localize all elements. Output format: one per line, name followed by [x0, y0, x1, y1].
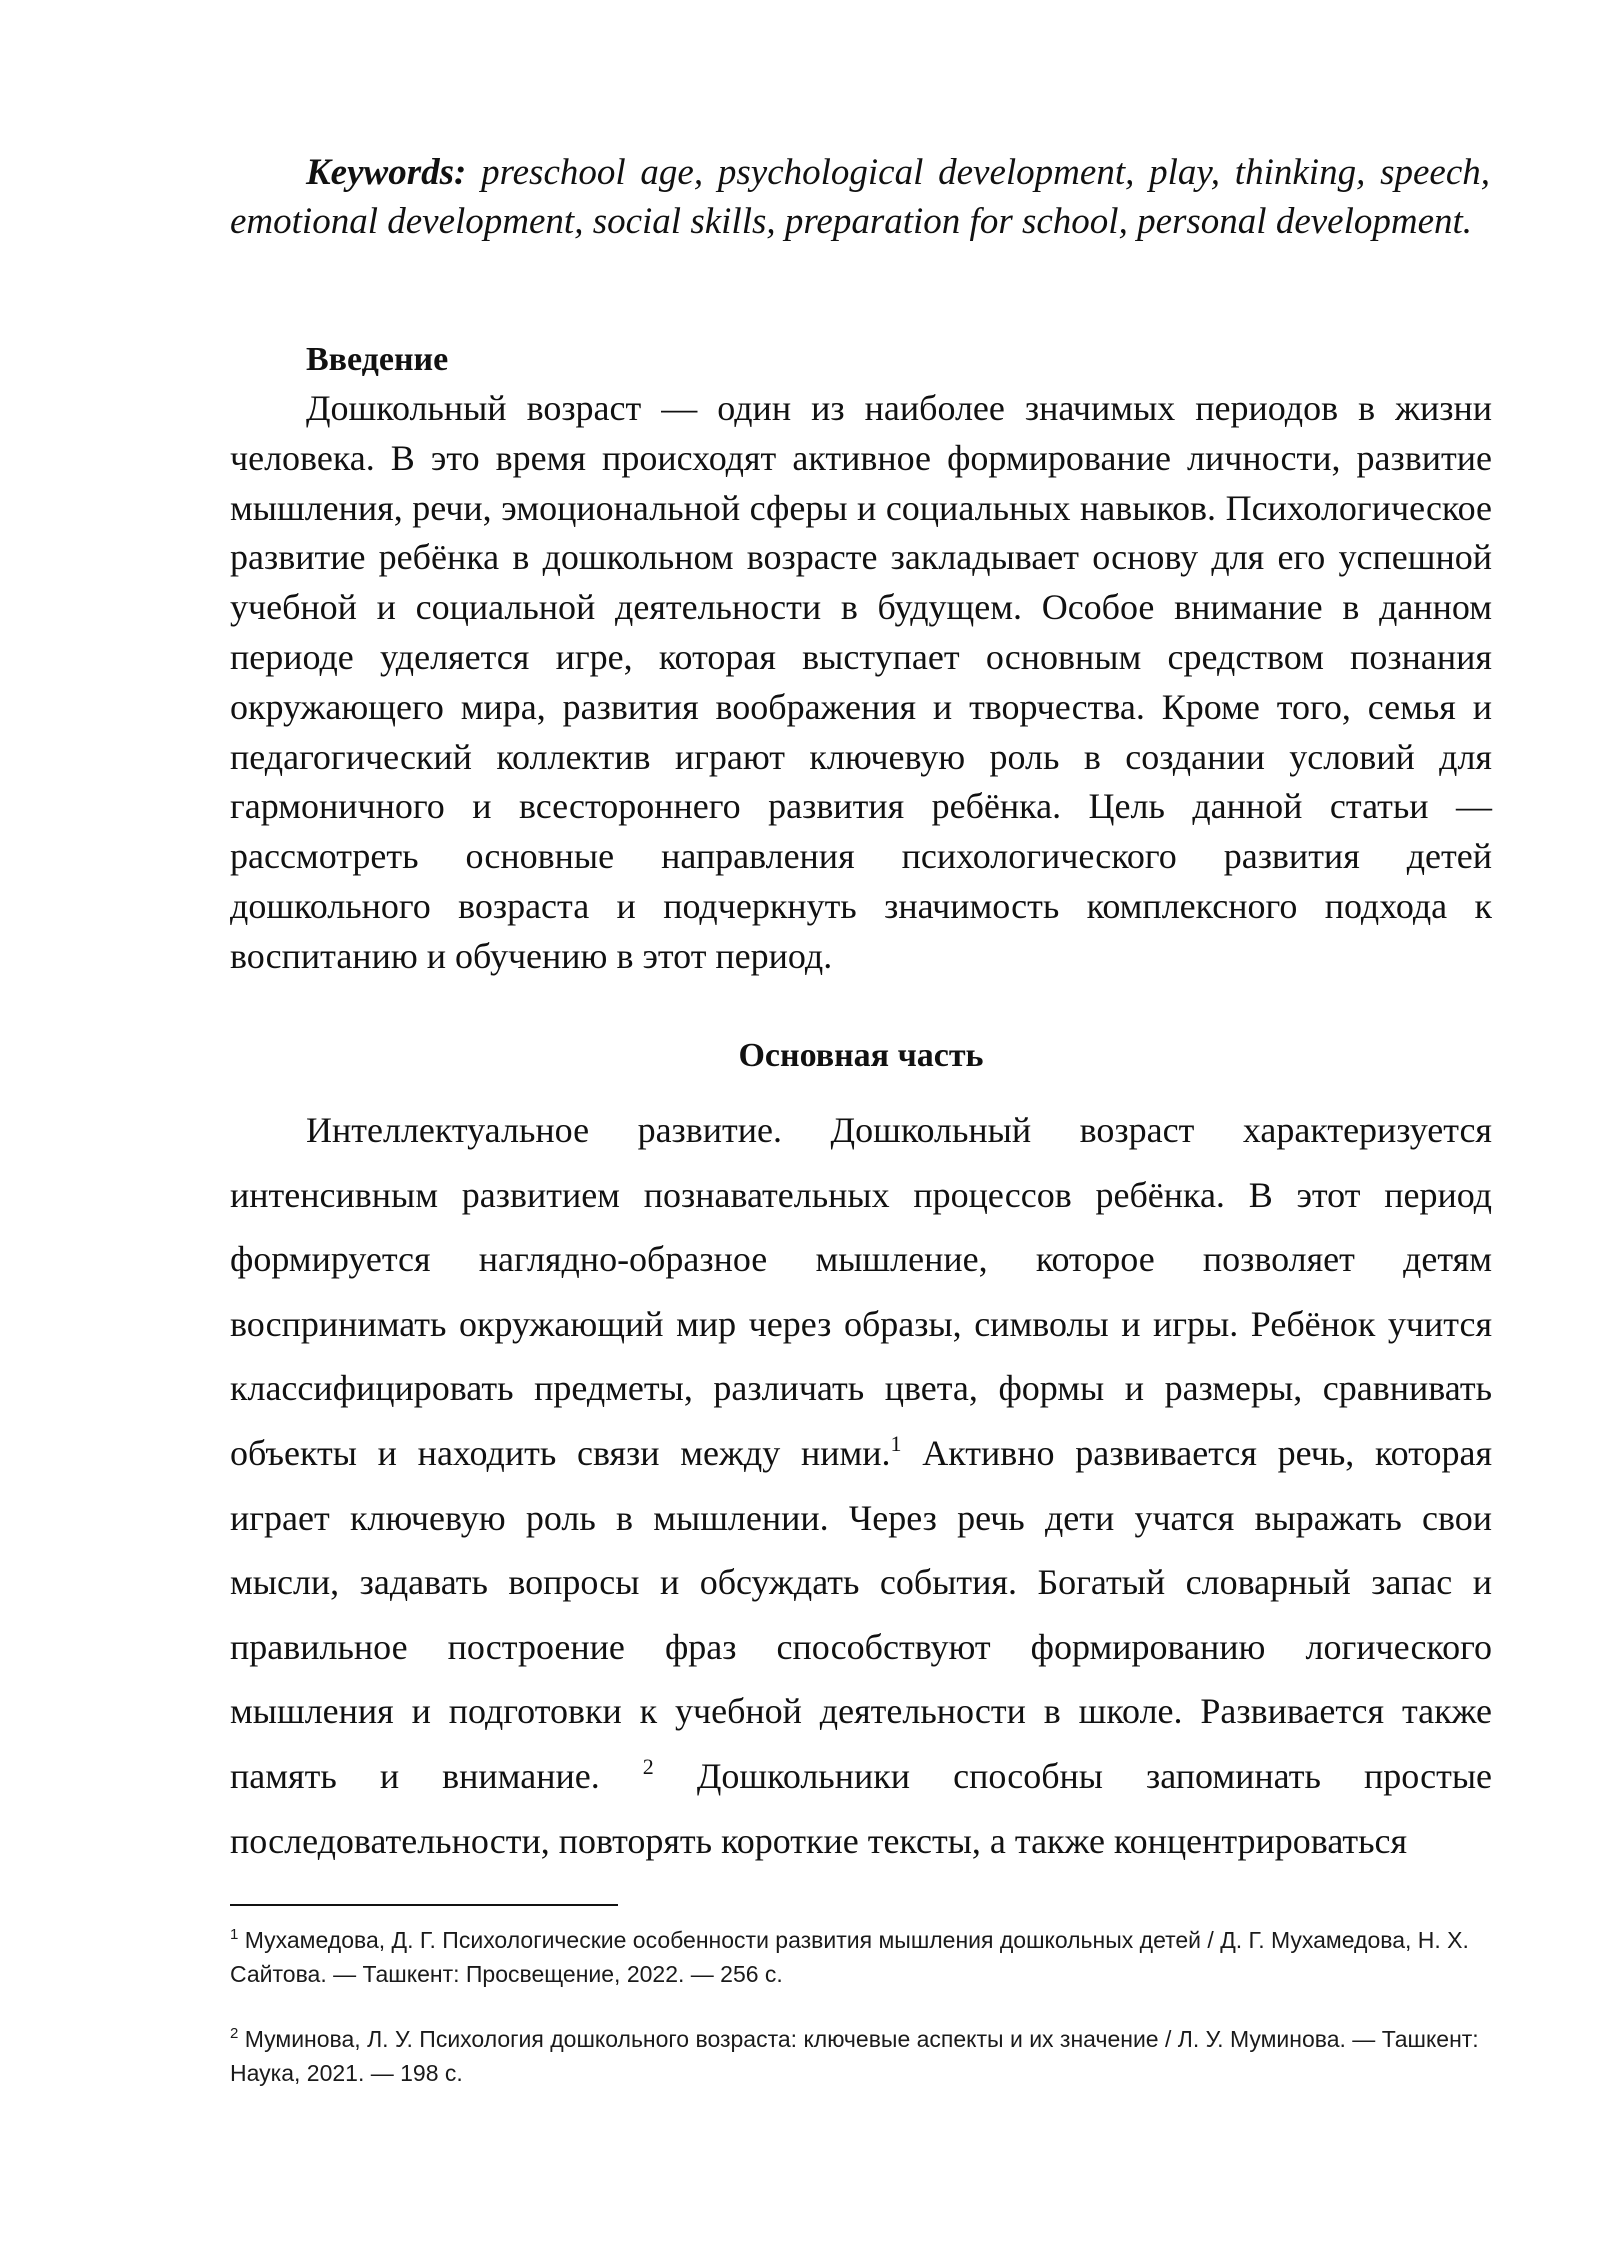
keywords-paragraph	[230, 148, 1490, 246]
footnote-2-text: Муминова, Л. У. Психология дошкольного возраста: ключевые аспекты и их значение / Л. У. Муминова. — Ташкент: Наука, 2021. — 198 с.	[230, 2026, 1479, 2086]
footnote-ref-2[interactable]: 2	[642, 1753, 654, 1779]
introduction-heading: Введение	[306, 341, 449, 378]
main-part-text-2: Активно развивается речь, которая играет ключевую роль в мышлении. Через речь дети учатся выражать свои мысли, задавать вопросы и обсуждать события. Богатый словарный запас и правильное построение фраз способствуют формированию логического мышления и подготовки к учебной деятельности в школе. Развивается также память и внимание.	[230, 1432, 1493, 1796]
introduction-paragraph: Дошкольный возраст — один из наиболее значимых периодов в жизни человека. В это время происходят активное формирование личности, развитие мышления, речи, эмоциональной сферы и социальных навыков. Психологическое развитие ребёнка в дошкольном возрасте закладывает основу для его успешной учебной и социальной деятельности в будущем. Особое внимание в данном периоде уделяется игре, которая выступает основным средством познания окружающего мира, развития воображения и творчества. Кроме того, семья и педагогический коллектив играют ключевую роль в создании условий для гармоничного и всестороннего развития ребёнка. Цель данной статьи — рассмотреть основные направления психологического развития детей дошкольного возраста и подчеркнуть значимость комплексного подхода к воспитанию и обучению в этот период.	[230, 388, 1492, 976]
main-part-paragraph	[230, 1098, 1492, 1873]
main-part-text-1: Интеллектуальное развитие. Дошкольный возраст характеризуется интенсивным развитием познавательных процессов ребёнка. В этот период формируется наглядно-образное мышление, которое позволяет детям воспринимать окружающий мир через образы, символы и игры. Ребёнок учится классифицировать предметы, различать цвета, формы и размеры, сравнивать объекты и находить связи между ними.	[230, 1110, 1492, 1473]
footnote-1	[230, 1923, 1492, 1991]
footnote-1-marker: 1	[230, 1926, 239, 1943]
footnote-ref-1[interactable]: 1	[890, 1430, 902, 1456]
main-part-heading: Основная часть	[738, 1037, 984, 1074]
main-part-text-3: Дошкольники способны запоминать простые последовательности, повторять короткие тексты, а также концентрироваться	[230, 1755, 1492, 1861]
keywords-text: preschool age, psychological development, play, thinking, speech, emotional development, social skills, preparation for school, personal development.	[230, 152, 1491, 242]
footnote-1-text: Мухамедова, Д. Г. Психологические особенности развития мышления дошкольных детей / Д. Г. Мухамедова, Н. Х. Сайтова. — Ташкент: Просвещение, 2022. — 256 с.	[230, 1927, 1469, 1987]
footnote-2-marker: 2	[230, 2025, 239, 2042]
keywords-label: Keywords:	[306, 152, 467, 193]
footnote-2	[230, 2022, 1492, 2090]
footnote-separator	[230, 1904, 618, 1906]
